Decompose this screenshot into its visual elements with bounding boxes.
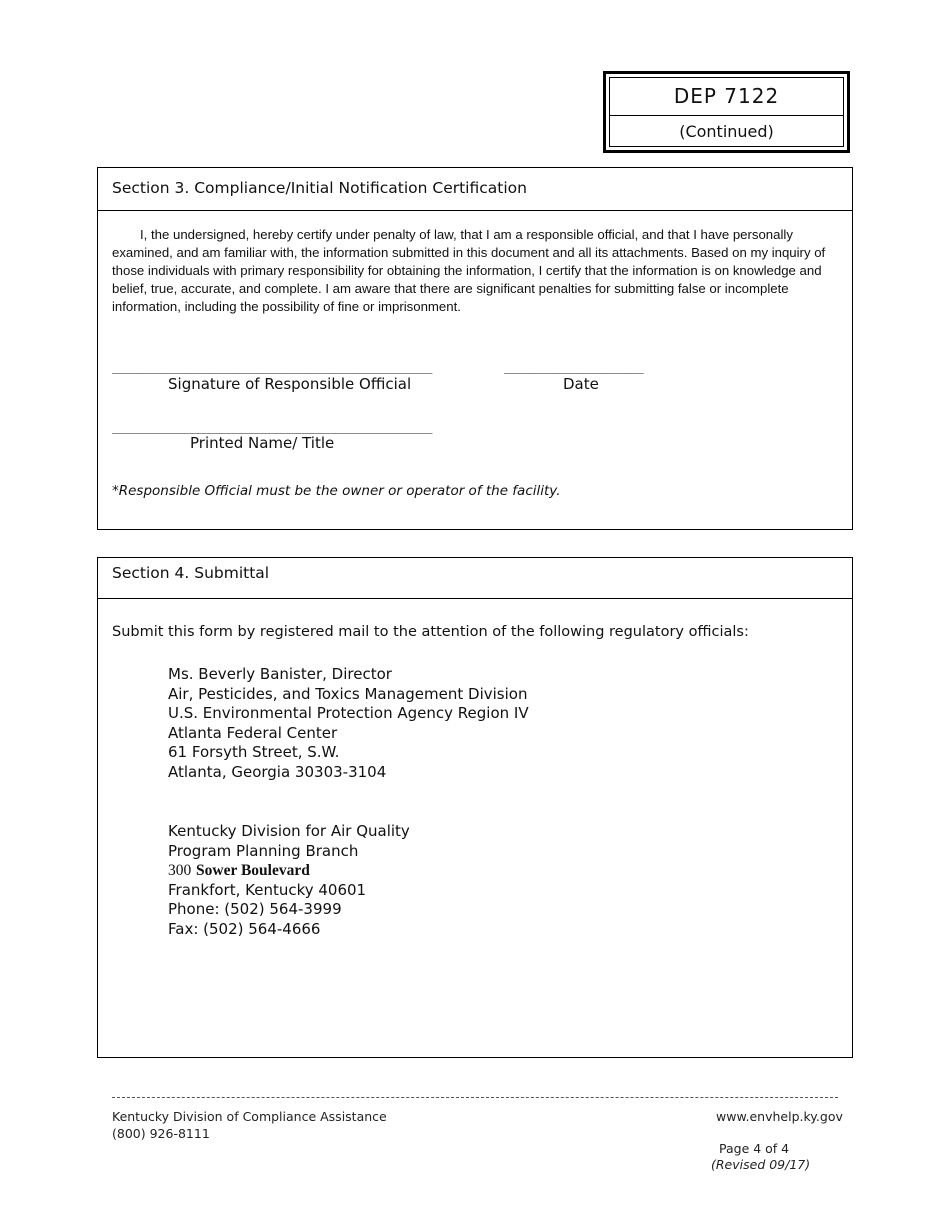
address-line: Program Planning Branch	[168, 841, 359, 860]
responsible-official-note: *Responsible Official must be the owner or operator of the facility.	[112, 483, 561, 499]
address-line: U.S. Environmental Protection Agency Region IV	[168, 704, 529, 723]
date-line[interactable]: _______________________	[504, 360, 643, 374]
street-number: 300	[168, 862, 192, 880]
street-name: Sower Boulevard	[196, 862, 310, 880]
epa-address	[168, 665, 529, 783]
footer-divider	[112, 1097, 838, 1098]
form-number: DEP 7122	[610, 78, 843, 116]
address-line: 61 Forsyth Street, S.W.	[168, 743, 340, 762]
address-street	[168, 861, 410, 881]
certification-text: I, the undersigned, hereby certify under penalty of law, that I am a responsible official, and that I have personally examined, and am familiar with, the information submitted in this document and all its attachments. Based on my inquiry of those individuals with primary responsibility for obtaining the information, I certify that the information is on knowledge and belief, true, accurate, and complete. I am aware that there are significant penalties for submitting false or incomplete information, including the possibility of fine or imprisonment.	[112, 227, 826, 314]
kdaq-address	[168, 822, 410, 940]
printed-name-line[interactable]: _____________________________________________________	[112, 420, 432, 434]
signature-line[interactable]: _____________________________________________________	[112, 360, 432, 374]
address-line: Atlanta Federal Center	[168, 723, 338, 742]
section-3-title: Section 3. Compliance/Initial Notification Certification	[98, 168, 852, 211]
footer-revised: (Revised 09/17)	[711, 1157, 811, 1172]
form-continued: (Continued)	[679, 122, 774, 141]
form-id-box	[603, 71, 850, 153]
footer-page-number: Page 4 of 4	[719, 1141, 790, 1156]
signature-label: Signature of Responsible Official	[168, 375, 412, 393]
form-id-inner	[609, 77, 844, 147]
footer-phone: (800) 926-8111	[112, 1126, 210, 1141]
section-4-title: Section 4. Submittal	[98, 558, 852, 599]
address-line: Ms. Beverly Banister, Director	[168, 665, 392, 683]
section-3-certification	[97, 167, 853, 530]
address-line: Atlanta, Georgia 30303-3104	[168, 762, 387, 781]
footer-org: Kentucky Division of Compliance Assistance	[112, 1109, 387, 1124]
footer-website[interactable]: www.envhelp.ky.gov	[716, 1109, 843, 1124]
date-label: Date	[563, 375, 599, 393]
submittal-intro: Submit this form by registered mail to the attention of the following regulatory officials:	[112, 624, 749, 640]
address-line: Kentucky Division for Air Quality	[168, 822, 410, 840]
address-phone: Phone: (502) 564-3999	[168, 900, 342, 919]
address-fax: Fax: (502) 564-4666	[168, 919, 321, 938]
printed-name-label: Printed Name/ Title	[190, 434, 335, 452]
address-line: Air, Pesticides, and Toxics Management Division	[168, 684, 528, 703]
address-line: Frankfort, Kentucky 40601	[168, 880, 367, 899]
section-4-submittal	[97, 557, 853, 1058]
